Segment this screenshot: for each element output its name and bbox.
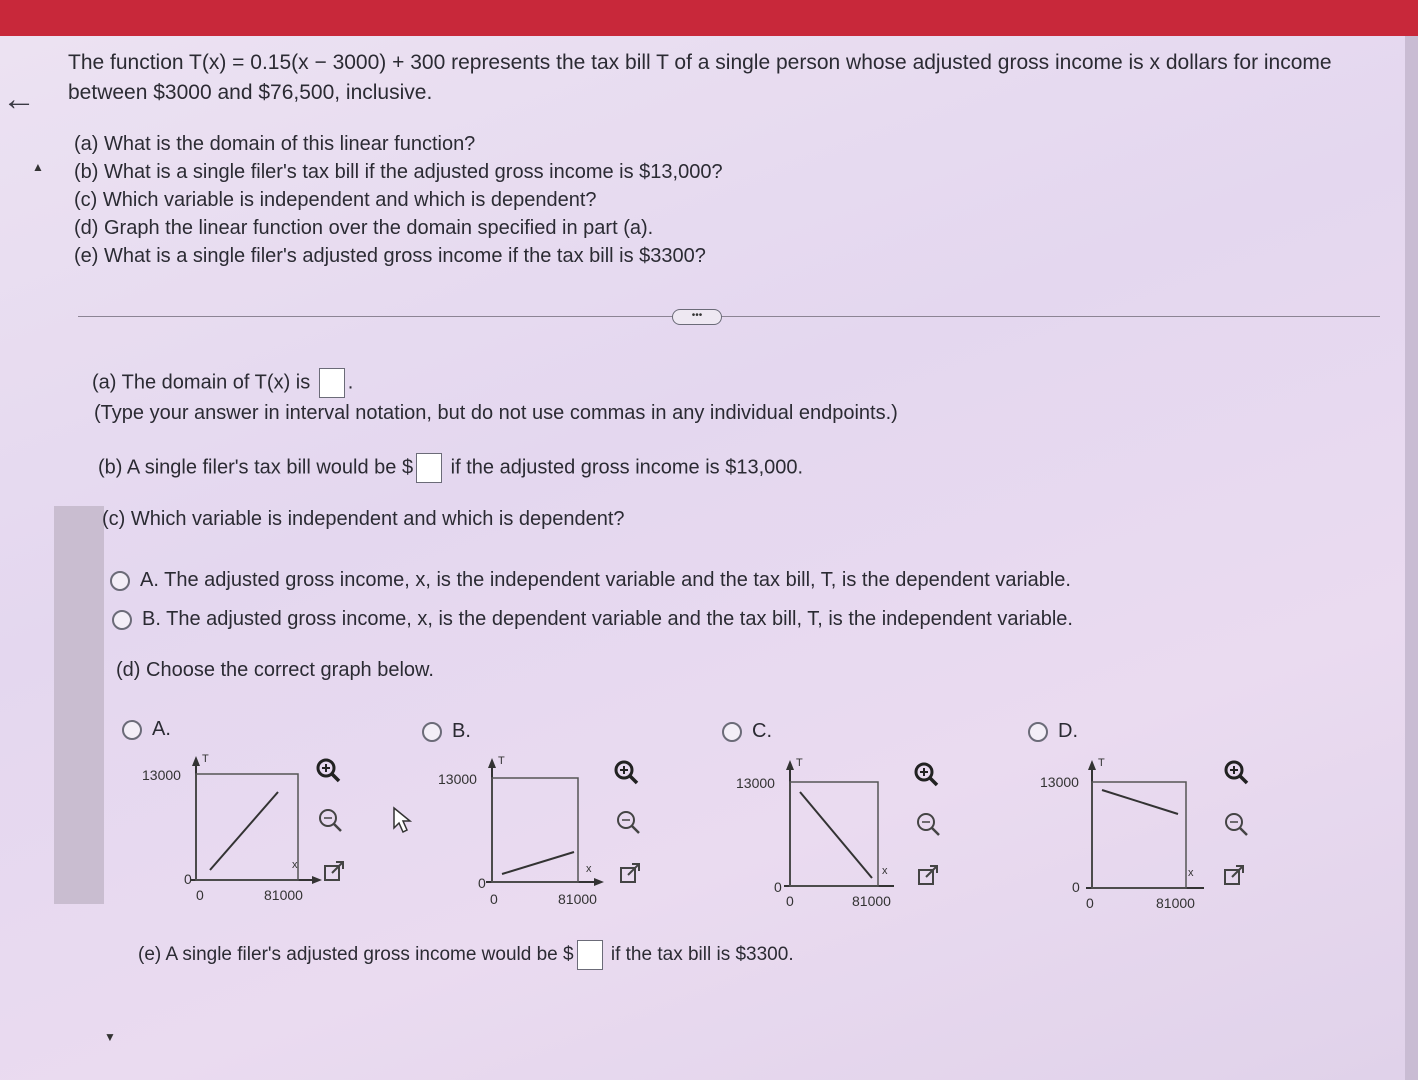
graph-a-ymax: 13000 [142, 767, 181, 783]
answer-e-suffix: if the tax bill is $3300. [610, 944, 794, 966]
answer-b-row [98, 453, 803, 483]
graph-b-origin-x: 0 [490, 891, 498, 907]
graph-option-a[interactable] [122, 718, 171, 741]
graph-d-frame [1092, 782, 1186, 888]
top-bar [0, 0, 1418, 36]
question-statement [68, 48, 1388, 108]
graph-c-origin-x: 0 [786, 893, 794, 909]
graph-c-y-arrow [786, 760, 794, 770]
open-new-window-icon[interactable] [320, 858, 348, 886]
graph-b-line [502, 852, 574, 874]
expand-more-button[interactable]: ••• [672, 309, 722, 325]
graph-b-ylabel: T [498, 755, 505, 767]
graph-a-xlabel: x [292, 859, 298, 871]
domain-input[interactable] [319, 368, 345, 398]
part-b-text: (b) What is a single filer's tax bill if the adjusted gross income is $13,000? [74, 161, 723, 183]
question-parts [74, 130, 723, 270]
option-c-a[interactable] [110, 569, 1071, 592]
graph-b-x-arrow [594, 878, 604, 886]
graph-b-xmax: 81000 [558, 891, 597, 907]
graph-b-xlabel: x [586, 863, 592, 875]
open-new-window-icon[interactable] [914, 862, 942, 890]
answer-b-suffix: if the adjusted gross income is $13,000. [450, 456, 804, 479]
answer-a-suffix: . [347, 371, 354, 394]
graph-a-line [210, 792, 278, 870]
part-a-text: (a) What is the domain of this linear function? [74, 133, 476, 155]
radio-c-a[interactable] [110, 571, 130, 591]
graph-d-xlabel: x [1188, 867, 1194, 879]
graph-d-xmax: 81000 [1156, 895, 1195, 911]
question-line-2: between $3000 and $76,500, inclusive. [68, 81, 433, 104]
graph-a-letter: A. [152, 718, 171, 740]
zoom-in-icon[interactable] [612, 758, 640, 786]
part-e-text: (e) What is a single filer's adjusted gross income if the tax bill is $3300? [74, 245, 706, 267]
zoom-out-icon[interactable] [1222, 810, 1250, 838]
zoom-in-icon[interactable] [314, 756, 342, 784]
zoom-out-icon[interactable] [914, 810, 942, 838]
graph-a-xmax: 81000 [264, 887, 303, 903]
part-c-text: (c) Which variable is independent and which is dependent? [74, 189, 597, 211]
option-c-b-text: The adjusted gross income, x, is the dependent variable and the tax bill, T, is the independent variable. [166, 608, 1073, 630]
tax-bill-input[interactable] [416, 453, 442, 483]
graph-a-origin-y: 0 [184, 871, 192, 887]
answer-a-label: (a) The domain of T(x) is [92, 371, 311, 394]
left-accent-bar [54, 506, 104, 904]
answer-a-row [92, 368, 353, 398]
graph-a-ylabel: T [202, 753, 209, 765]
graph-option-d[interactable] [1028, 720, 1078, 743]
graph-b-ymax: 13000 [438, 771, 477, 787]
graph-c [734, 756, 934, 916]
zoom-out-icon[interactable] [614, 808, 642, 836]
graph-b-frame [492, 778, 578, 882]
question-line-1: The function T(x) = 0.15(x − 3000) + 300 represents the tax bill T of a single person whose adjusted gross income is x dollars for income [68, 51, 1332, 74]
collapse-down-icon[interactable]: ▼ [104, 1030, 116, 1044]
radio-d-b[interactable] [422, 722, 442, 742]
mouse-cursor-icon [392, 806, 414, 834]
graph-d-origin-y: 0 [1072, 879, 1080, 895]
open-new-window-icon[interactable] [616, 860, 644, 888]
graph-d-letter: D. [1058, 720, 1078, 742]
graph-b [434, 754, 634, 914]
zoom-out-icon[interactable] [316, 806, 344, 834]
income-input[interactable] [577, 940, 603, 970]
divider [78, 316, 1380, 317]
graph-b-letter: B. [452, 720, 471, 742]
option-c-b[interactable] [112, 608, 1073, 631]
graph-c-ylabel: T [796, 757, 803, 769]
graph-c-line [800, 792, 872, 878]
collapse-up-icon[interactable]: ▲ [32, 160, 44, 174]
option-c-a-text: The adjusted gross income, x, is the independent variable and the tax bill, T, is the dependent variable. [164, 569, 1071, 591]
radio-d-c[interactable] [722, 722, 742, 742]
answer-e-row [138, 940, 794, 970]
graph-d [1036, 756, 1236, 916]
part-d-text: (d) Graph the linear function over the domain specified in part (a). [74, 217, 654, 239]
option-c-a-letter: A. [140, 569, 159, 591]
zoom-in-icon[interactable] [912, 760, 940, 788]
answer-a-hint: (Type your answer in interval notation, but do not use commas in any individual endpoints.) [94, 402, 898, 424]
graph-d-ylabel: T [1098, 757, 1105, 769]
graph-d-y-arrow [1088, 760, 1096, 770]
back-arrow-icon[interactable]: ← [2, 80, 36, 118]
graph-c-origin-y: 0 [774, 879, 782, 895]
graph-d-ymax: 13000 [1040, 774, 1079, 790]
graph-a [138, 752, 338, 912]
graph-c-letter: C. [752, 720, 772, 742]
answer-c-question: (c) Which variable is independent and which is dependent? [102, 508, 625, 530]
graph-c-ymax: 13000 [736, 775, 775, 791]
radio-d-d[interactable] [1028, 722, 1048, 742]
answer-b-label: (b) A single filer's tax bill would be $ [98, 456, 414, 479]
graph-c-xmax: 81000 [852, 893, 891, 909]
scrollbar[interactable] [1405, 36, 1418, 1080]
graph-d-origin-x: 0 [1086, 895, 1094, 911]
answer-d-question: (d) Choose the correct graph below. [116, 659, 434, 681]
graph-d-line [1102, 790, 1178, 814]
answer-e-label: (e) A single filer's adjusted gross income would be $ [138, 944, 574, 966]
graph-option-c[interactable] [722, 720, 772, 743]
radio-d-a[interactable] [122, 720, 142, 740]
option-c-b-letter: B. [142, 608, 161, 630]
radio-c-b[interactable] [112, 610, 132, 630]
graph-b-y-arrow [488, 758, 496, 768]
graph-c-xlabel: x [882, 865, 888, 877]
graph-a-origin-x: 0 [196, 887, 204, 903]
graph-option-b[interactable] [422, 720, 471, 743]
open-new-window-icon[interactable] [1220, 862, 1248, 890]
zoom-in-icon[interactable] [1222, 758, 1250, 786]
graph-b-origin-y: 0 [478, 875, 486, 891]
graph-a-y-arrow [192, 756, 200, 766]
